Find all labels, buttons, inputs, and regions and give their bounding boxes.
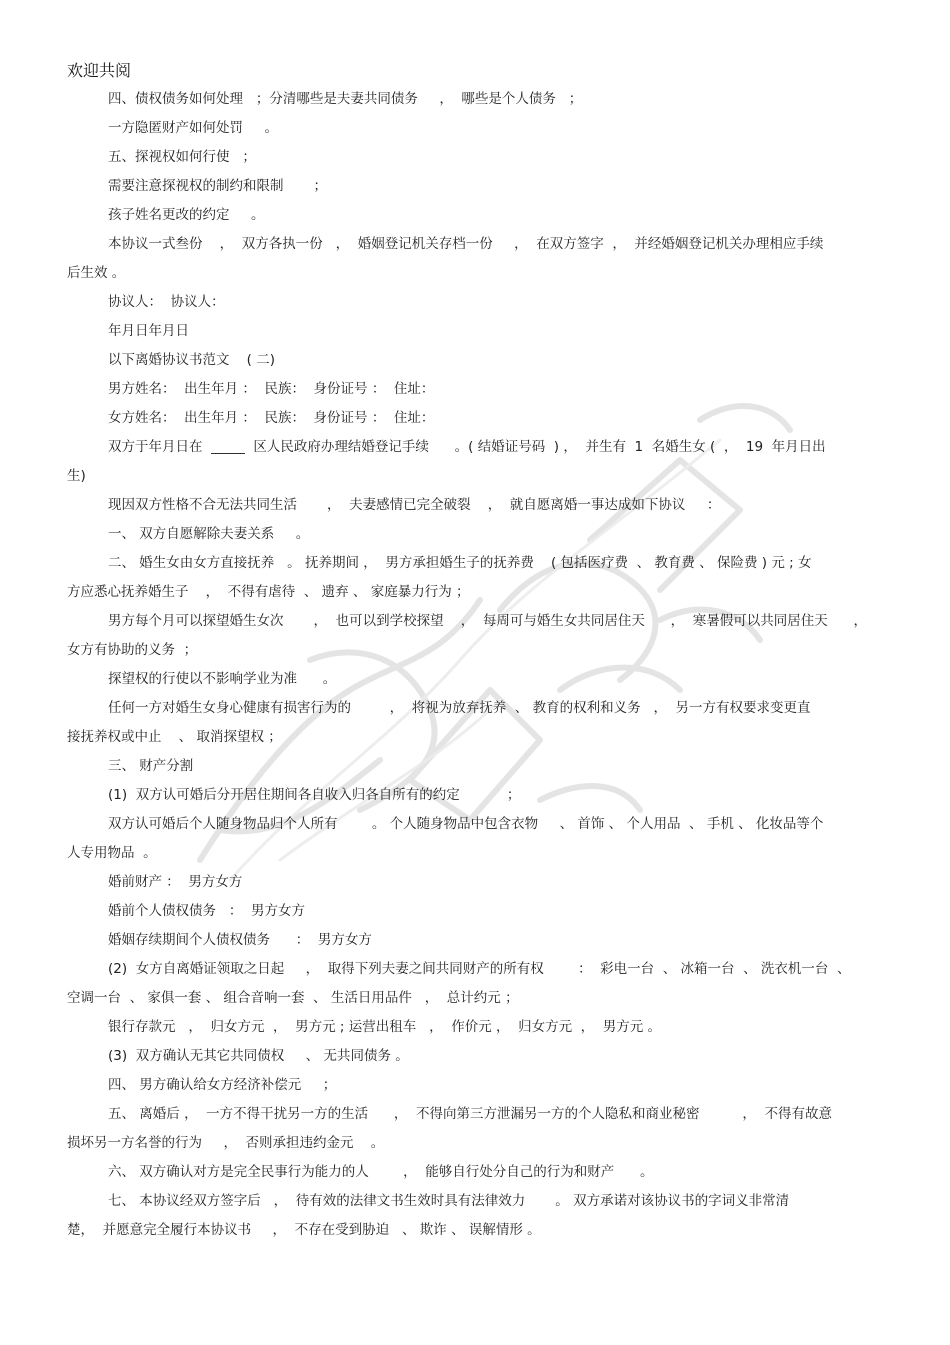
text-line: 婚前财产 ： 男方女方 [108,874,243,890]
text-line: 男方每个月可以探望婚生女次 ， 也可以到学校探望 ， 每周可与婚生女共同居住天 ， 寒暑假可以共同居住天 ， [108,613,867,629]
text-line: 年月日年月日 [108,323,189,339]
text-line: 二、 婚生女由女方直接抚养 。 抚养期间 ， 男方承担婚生子的抚养费 ( 包括医疗费 、 教育费 、 保险费 ) 元 ; 女 [108,555,812,571]
text-line: 本协议一式叁份 ， 双方各执一份 ， 婚姻登记机关存档一份 ， 在双方签字 ， 并经婚姻登记机关办理相应手续 [108,236,824,252]
page-header: 欢迎共阅 [67,61,132,80]
text-line: 五、探视权如何行使 ； [108,149,256,165]
text-line: 接抚养权或中止 、 取消探望权 ； [67,729,282,745]
text-line: 女方姓名： 出生年月 ： 民族： 身份证号 ： 住址： [108,410,435,426]
text-line: 方应悉心抚养婚生子 ， 不得有虐待 、 遗弃 、 家庭暴力行为 ； [67,584,470,600]
text-line: (2) 女方自离婚证领取之日起 ， 取得下列夫妻之间共同财产的所有权 ： 彩电一台 、 冰箱一台 、 洗衣机一台 、 [108,961,851,977]
text-line: 孩子姓名更改的约定 。 [108,207,265,223]
text-line: 一方隐匿财产如何处罚 。 [108,120,278,136]
text-line: 四、 男方确认给女方经济补偿元 ； [108,1077,337,1093]
text-line: 婚前个人债权债务 ： 男方女方 [108,903,305,919]
text-line: 三、 财产分割 [108,758,194,774]
text-line: 生) [67,468,86,484]
text-line: 协议人： 协议人： [108,294,225,310]
text-line: 楚， 并愿意完全履行本协议书 ， 不存在受到胁迫 、 欺诈 、 误解情形 。 [67,1222,541,1238]
text-line: 损坏另一方名誉的行为 ， 否则承担违约金元 。 [67,1135,385,1151]
text-line: 女方有协助的义务 ； [67,642,198,658]
text-line: 六、 双方确认对方是完全民事行为能力的人 ， 能够自行处分自己的行为和财产 。 [108,1164,654,1180]
text-line: (1) 双方认可婚后分开居住期间各自收入归各自所有的约定 ； [108,787,521,803]
text-line: 双方于年月日在 _____ 区人民政府办理结婚登记手续 。( 结婚证号码 ) ， 并生有 1 名婚生女 ( ， 19 年月日出 [108,439,826,455]
text-line: 空调一台 、 家俱一套 、 组合音响一套 、 生活日用品件 ， 总计约元 ； [67,990,519,1006]
text-line: 人专用物品 。 [67,845,157,861]
text-line: 任何一方对婚生女身心健康有损害行为的 ， 将视为放弃抚养 、 教育的权利和义务 ， 另一方有权要求变更直 [108,700,811,716]
text-line: 后生效 。 [67,265,126,281]
text-line: 现因双方性格不合无法共同生活 ， 夫妻感情已完全破裂 ， 就自愿离婚一事达成如下协议 ： [108,497,721,513]
document-body [67,87,887,1247]
text-line: (3) 双方确认无其它共同债权 、 无共同债务 。 [108,1048,409,1064]
text-line: 以下离婚协议书范文 ( 二) [108,352,275,368]
text-line: 五、 离婚后 ， 一方不得干扰另一方的生活 ， 不得向第三方泄漏另一方的个人隐私和商业秘密 ， 不得有故意 [108,1106,832,1122]
text-line: 四、债权债务如何处理 ；分清哪些是夫妻共同债务 ， 哪些是个人债务 ； [108,91,583,107]
text-line: 七、 本协议经双方签字后 ， 待有效的法律文书生效时具有法律效力 。 双方承诺对该协议书的字词义非常清 [108,1193,790,1209]
text-line: 双方认可婚后个人随身物品归个人所有 。 个人随身物品中包含衣物 、 首饰 、 个人用品 、 手机 、 化妆品等个 [108,816,824,832]
text-line: 银行存款元 ， 归女方元 ， 男方元 ; 运营出租车 ， 作价元 ， 归女方元 ， 男方元 。 [108,1019,662,1035]
text-line: 男方姓名： 出生年月 ： 民族： 身份证号 ： 住址： [108,381,435,397]
text-line: 婚姻存续期间个人债权债务 ： 男方女方 [108,932,372,948]
text-line: 探望权的行使以不影响学业为准 。 [108,671,337,687]
text-line: 一、 双方自愿解除夫妻关系 。 [108,526,310,542]
text-line: 需要注意探视权的制约和限制 ； [108,178,328,194]
